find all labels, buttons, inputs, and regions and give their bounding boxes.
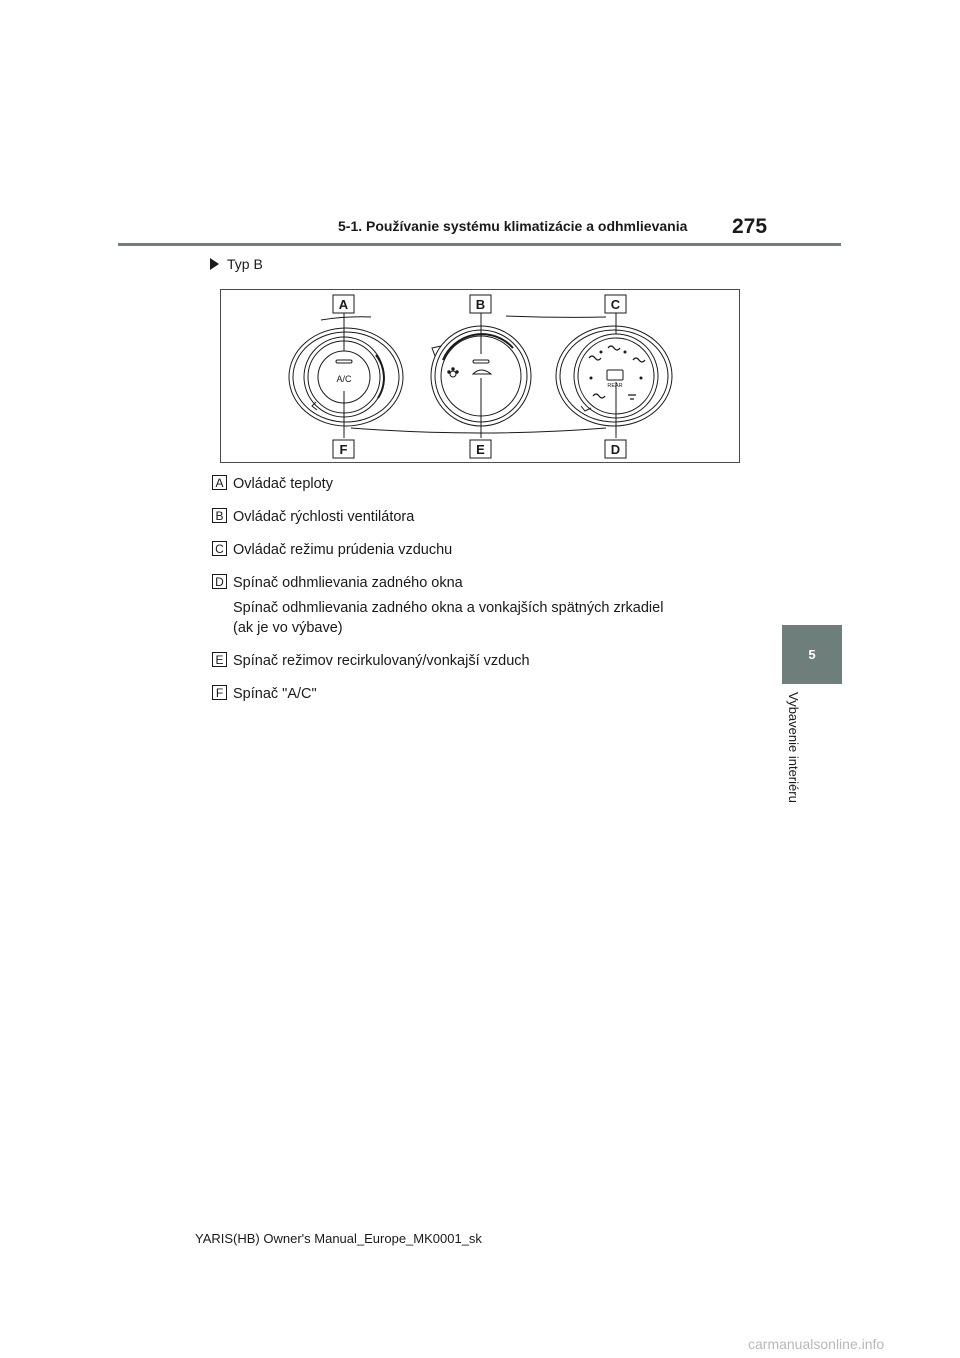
legend-badge: A	[212, 475, 227, 490]
footer-manual-id: YARIS(HB) Owner's Manual_Europe_MK0001_sk	[195, 1231, 482, 1246]
legend-item	[212, 507, 414, 527]
airflow-mode-knob	[556, 326, 672, 426]
legend-text: Ovládač teploty	[233, 476, 333, 492]
legend-badge: C	[212, 541, 227, 556]
callout-label-f: F	[339, 442, 348, 457]
callout-label-c: C	[610, 297, 621, 312]
legend-text-extra: Spínač odhmlievania zadného okna a vonkajších spätných zrkadiel	[233, 600, 664, 616]
legend-text: Ovládač režimu prúdenia vzduchu	[233, 542, 453, 558]
legend-text: Spínač režimov recirkulovaný/vonkajší vzduch	[233, 653, 530, 669]
panel-edge-top-right	[506, 316, 606, 317]
chapter-tab	[782, 625, 842, 684]
legend-text: Ovládač rýchlosti ventilátora	[233, 509, 415, 525]
panel-edge-bottom	[351, 428, 606, 433]
triangle-bullet-icon	[210, 258, 219, 270]
climate-control-illustration	[221, 290, 741, 464]
legend-text: Spínač odhmlievania zadného okna	[233, 575, 463, 591]
callout-label-b: B	[475, 297, 486, 312]
section-title: 5-1. Používanie systému klimatizácie a odhmlievania	[338, 218, 688, 234]
watermark: carmanualsonline.info	[748, 1336, 885, 1352]
legend-text: Spínač "A/C"	[233, 686, 317, 702]
legend-item	[212, 474, 333, 494]
legend-badge: B	[212, 508, 227, 523]
legend-badge: F	[212, 685, 227, 700]
type-heading-label: Typ B	[227, 256, 263, 272]
legend-badge: D	[212, 574, 227, 589]
panel-edge-top-left	[321, 317, 371, 320]
legend-item	[212, 651, 530, 671]
callout-label-d: D	[610, 442, 621, 457]
ac-button-label: A/C	[336, 374, 352, 384]
legend-item	[212, 573, 663, 638]
legend-text-extra: (ak je vo výbave)	[233, 620, 343, 636]
control-panel-figure	[220, 289, 740, 463]
legend-badge: E	[212, 652, 227, 667]
callout-label-e: E	[476, 442, 485, 457]
type-heading	[210, 256, 263, 272]
legend-item	[212, 540, 452, 560]
callout-label-a: A	[338, 297, 349, 312]
legend-item	[212, 684, 317, 704]
chapter-number: 5	[808, 647, 816, 662]
header-divider	[118, 243, 841, 246]
rear-button-label: REAR	[607, 383, 623, 389]
chapter-side-title: Vybavenie interiéru	[786, 692, 801, 803]
page-number: 275	[732, 215, 768, 238]
